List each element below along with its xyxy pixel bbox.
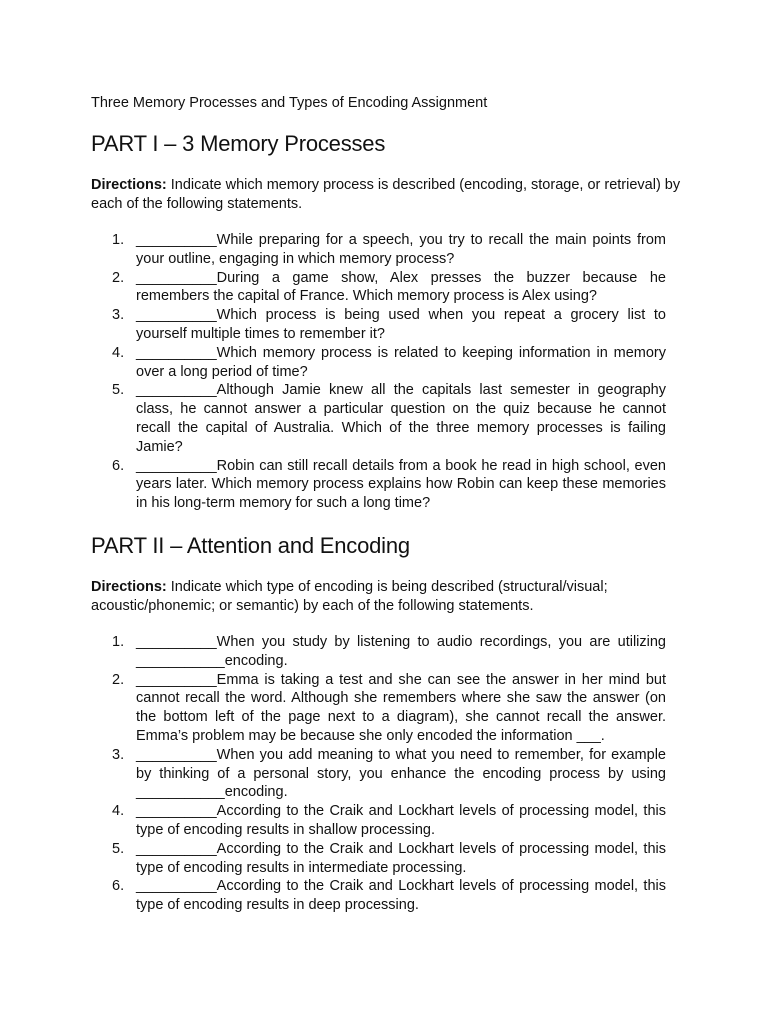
question-text: __________According to the Craik and Lockhart levels of processing model, this type of encoding results in intermediate processing.	[136, 840, 666, 876]
question-text: __________Which memory process is related to keeping information in memory over a long period of time?	[136, 344, 666, 380]
part1-directions-label: Directions:	[91, 177, 167, 193]
part1-question-2	[91, 269, 666, 307]
part2-directions-text: Indicate which type of encoding is being described (structural/visual; acoustic/phonemic; or semantic) by each of the following statements.	[91, 579, 608, 614]
question-number: 6.	[112, 878, 125, 895]
question-text: __________Emma is taking a test and she can see the answer in her mind but cannot recall the word. Although she remembers where she saw the answer (on the bottom left of the page next to a diagram), she cannot recall the answer. Emma’s problem may be because she only encoded the information ___.	[136, 671, 666, 744]
part2-question-list	[91, 633, 666, 915]
part2-question-4	[91, 802, 666, 840]
part2-heading: PART II – Attention and Encoding	[91, 533, 410, 558]
question-number: 3.	[112, 307, 125, 324]
part2-directions	[91, 578, 681, 616]
question-text: __________Robin can still recall details from a book he read in high school, even years later. Which memory process explains how Robin can keep these memories in his long-term memory for such a long time?	[136, 457, 666, 512]
part1-directions-text: Indicate which memory process is described (encoding, storage, or retrieval) by each of the following statements.	[91, 177, 681, 212]
question-number: 4.	[112, 344, 125, 361]
question-number: 1.	[112, 232, 125, 248]
part1-question-3	[91, 306, 666, 344]
question-number: 5.	[112, 382, 125, 399]
part1-question-5	[91, 381, 666, 456]
part1-question-1	[91, 231, 666, 269]
question-text: __________According to the Craik and Lockhart levels of processing model, this type of encoding results in shallow processing.	[136, 803, 666, 838]
question-number: 3.	[112, 746, 125, 763]
part2-directions-label: Directions:	[91, 579, 167, 595]
part1-question-6	[91, 457, 666, 513]
part2-question-3	[91, 746, 666, 802]
part2-question-6	[91, 877, 666, 915]
part1-question-list	[91, 231, 666, 513]
question-number: 2.	[112, 671, 125, 688]
question-text: __________Which process is being used when you repeat a grocery list to yourself multiple times to remember it?	[136, 307, 666, 342]
part2-question-1	[91, 633, 666, 671]
question-text: __________While preparing for a speech, you try to recall the main points from your outline, engaging in which memory process?	[136, 232, 666, 267]
part2-question-5	[91, 840, 666, 878]
question-text: __________Although Jamie knew all the capitals last semester in geography class, he cannot answer a particular question on the quiz because he cannot recall the capital of Australia. Which of the three memory processes is failing Jamie?	[136, 382, 666, 455]
part2-question-2	[91, 671, 666, 746]
question-text: __________When you study by listening to audio recordings, you are utilizing ___________encoding.	[136, 634, 666, 669]
question-number: 6.	[112, 457, 125, 474]
document-title: Three Memory Processes and Types of Encoding Assignment	[91, 95, 488, 111]
question-number: 1.	[112, 634, 125, 650]
question-text: __________When you add meaning to what you need to remember, for example by thinking of a personal story, you enhance the encoding process by using ___________encoding.	[136, 746, 666, 801]
part1-directions	[91, 176, 681, 214]
part1-question-4	[91, 344, 666, 382]
question-text: __________During a game show, Alex presses the buzzer because he remembers the capital of France. Which memory process is Alex using?	[136, 269, 666, 305]
question-number: 2.	[112, 269, 125, 286]
part1-heading: PART I – 3 Memory Processes	[91, 131, 386, 156]
question-number: 4.	[112, 803, 125, 820]
question-text: __________According to the Craik and Lockhart levels of processing model, this type of encoding results in deep processing.	[136, 878, 666, 914]
question-number: 5.	[112, 840, 125, 857]
